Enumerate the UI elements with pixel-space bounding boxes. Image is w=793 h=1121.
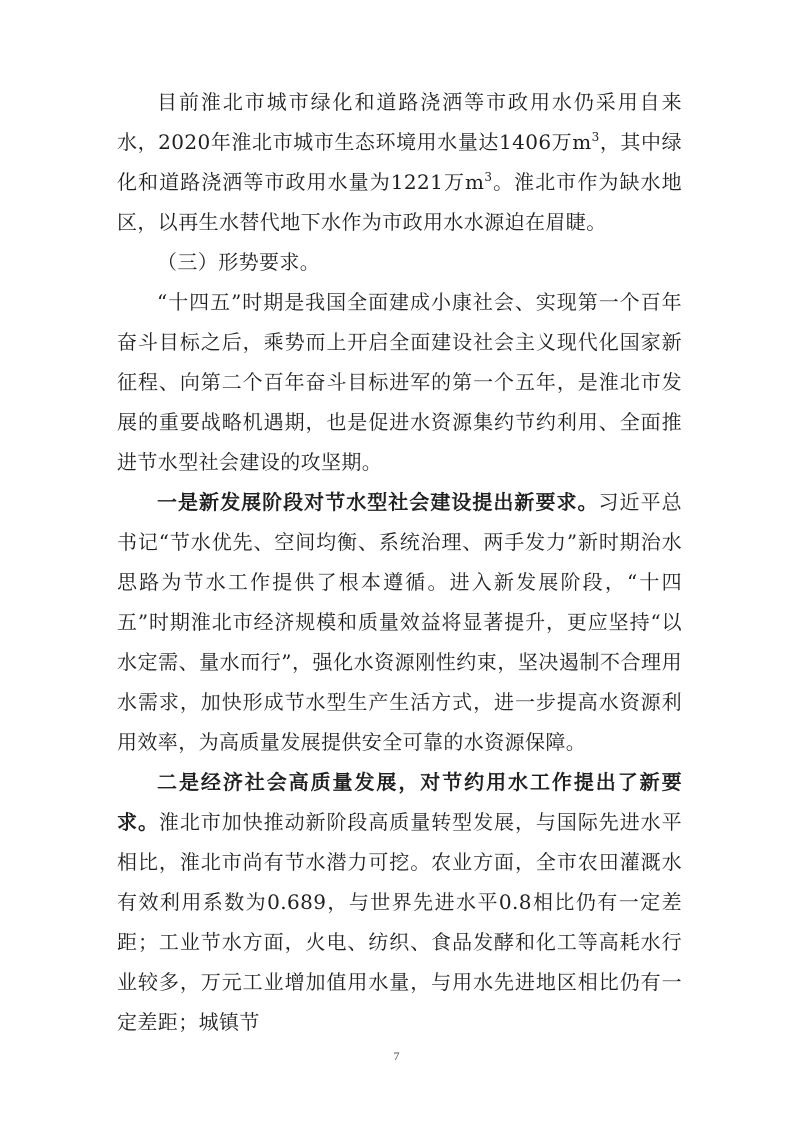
paragraph-text: 2020年淮北市城市生态环境用水量达1406万m [158,130,592,154]
superscript: 3 [591,130,600,144]
paragraph-text: 淮北市加快推动新阶段高质量转型发展，与国际先进水平相比，淮北市尚有节水潜力可挖。农业方面，全市农田灌溉水有效利用系数为0.689，与世界先进水平0.8相比仍有一定差距；工业节水方面，火电、纺织、食品发酵和化工等高耗水行业较多，万元工业增加值用水量，与用水先进地区相比仍有一定差距；城镇节 [117,810,683,1034]
superscript: 3 [484,170,493,184]
page-number: 7 [393,1049,400,1063]
paragraph-municipal-water [117,82,682,242]
section-heading: （三）形势要求。 [157,250,321,274]
paragraph-text: 习近平总书记“节水优先、空间均衡、系统治理、两手发力”新时期治水思路为节水工作提供了根本遵循。进入新发展阶段，“十四五”时期淮北市经济规模和质量效益将显著提升，更应坚持“以水定需、量水而行”，强化水资源刚性约束，坚决遏制不合理用水需求，加快形成节水型生产生活方式，进一步提高水资源利用效率，为高质量发展提供安全可靠的水资源保障。 [117,490,682,754]
paragraph-new-development-stage [117,482,682,762]
paragraph-text: 。淮北市作为缺水地区，以再生水替代地下水作为市政用水水源迫在眉睫。 [117,170,682,234]
paragraph-lead: 一是新发展阶段对节水型社会建设提出新要求。 [157,490,599,514]
paragraph-high-quality-development [117,762,682,1042]
paragraph-text: 目前淮北市城市绿化和道路浇洒等市政用水仍采用自来水， [117,90,682,154]
paragraph-fourteenth-five-year: “十四五”时期是我国全面建成小康社会、实现第一个百年奋斗目标之后，乘势而上开启全面建设社会主义现代化国家新征程、向第二个百年奋斗目标进军的第一个五年，是淮北市发展的重要战略机遇期，也是促进水资源集约节约利用、全面推进节水型社会建设的攻坚期。 [117,290,682,474]
paragraph-text: ，其中绿化和道路浇洒等市政用水量为1221万m [117,130,682,194]
paragraph-lead: 二是经济社会高质量发展，对节约用水工作提出了新要求。 [117,770,682,834]
body-text [117,82,682,1042]
